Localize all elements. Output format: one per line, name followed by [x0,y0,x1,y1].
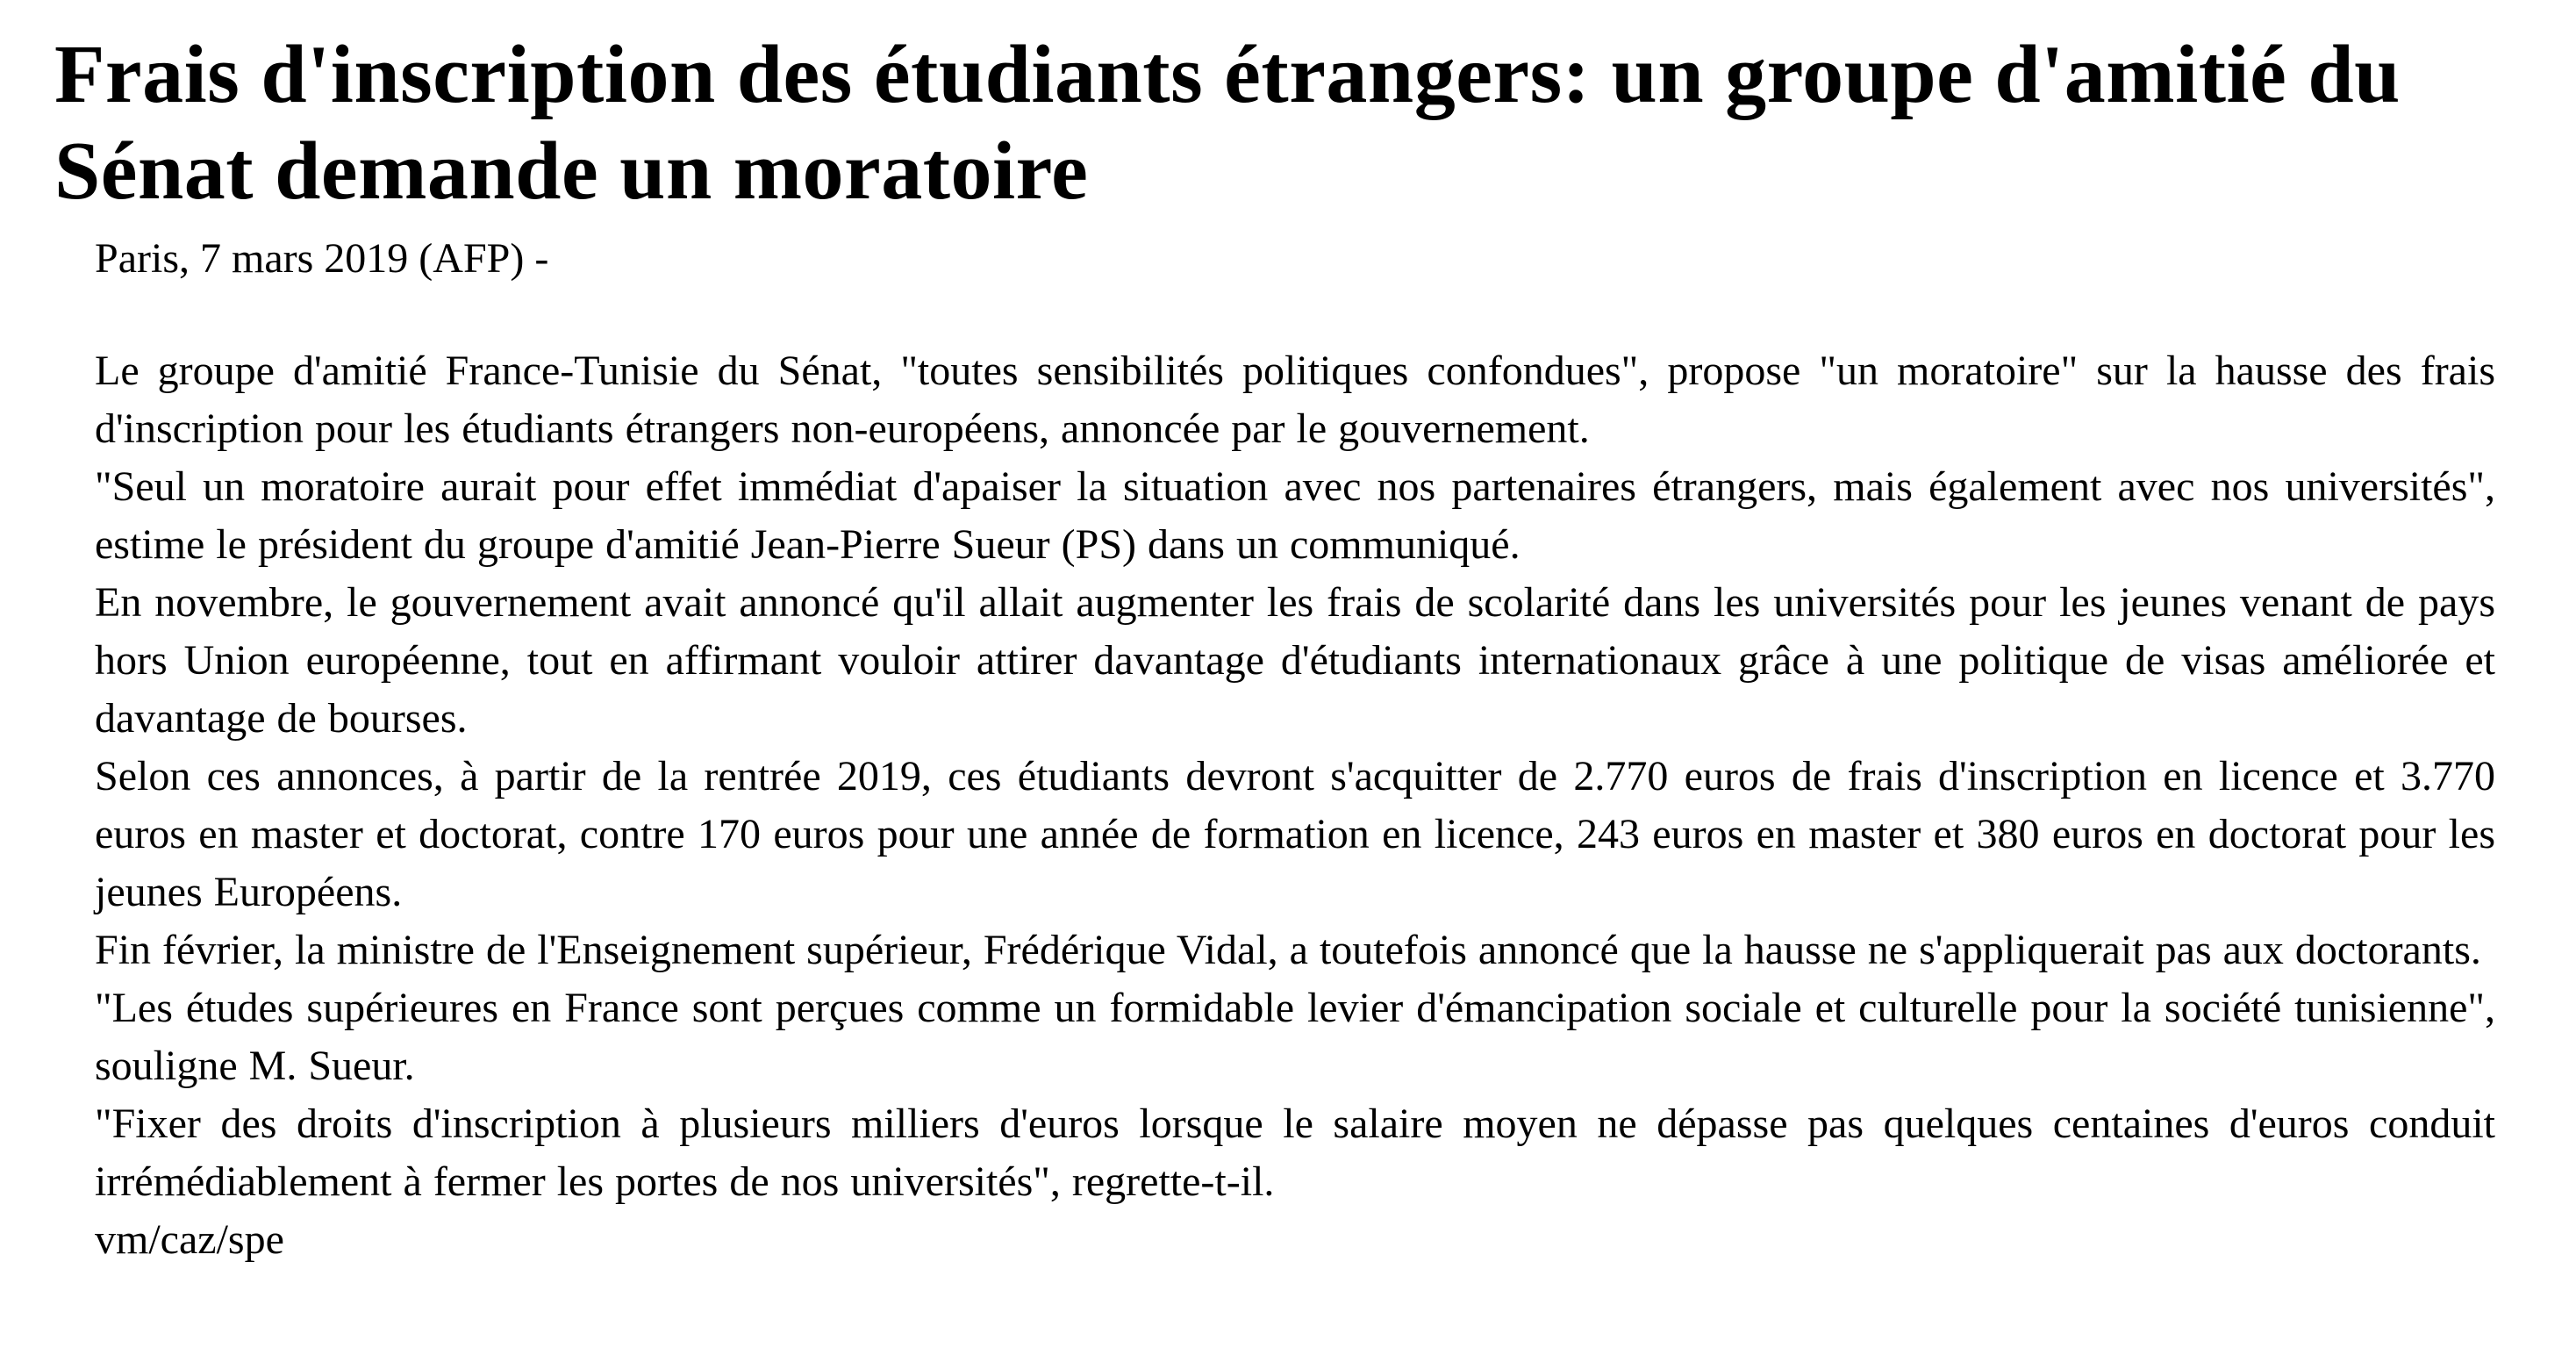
body-paragraph: Le groupe d'amitié France-Tunisie du Sénat, "toutes sensibilités politiques confondues", propose "un moratoire" sur la hausse des frais d'inscription pour les étudiants étrangers non-européens, annoncée par le gouvernement. [95,348,2495,452]
body-paragraph: "Seul un moratoire aurait pour effet immédiat d'apaiser la situation avec nos partenaires étrangers, mais également avec nos universités", estime le président du groupe d'amitié Jean-Pierre Sueur (PS) dans un communiqué. [95,463,2495,568]
article-title: Frais d'inscription des étudiants étrangers: un groupe d'amitié du Sénat demande un moratoire [54,29,2401,217]
article-body [95,342,2495,1269]
body-paragraph: "Fixer des droits d'inscription à plusieurs milliers d'euros lorsque le salaire moyen ne dépasse pas quelques centaines d'euros conduit irrémédiablement à fermer les portes de nos universités", regrette-t-il. [95,1100,2495,1205]
body-paragraph: Selon ces annonces, à partir de la rentrée 2019, ces étudiants devront s'acquitter de 2.770 euros de frais d'inscription en licence et 3.770 euros en master et doctorat, contre 170 euros pour une année de formation en licence, 243 euros en master et 380 euros en doctorat pour les jeunes Européens. [95,753,2495,915]
author-initials: vm/caz/spe [95,1216,284,1263]
body-paragraph: "Les études supérieures en France sont perçues comme un formidable levier d'émancipation sociale et culturelle pour la société tunisienne", souligne M. Sueur. [95,985,2495,1089]
article-dateline: Paris, 7 mars 2019 (AFP) - [95,235,549,282]
body-paragraph: En novembre, le gouvernement avait annoncé qu'il allait augmenter les frais de scolarité dans les universités pour les jeunes venant de pays hors Union européenne, tout en affirmant vouloir attirer davantage d'étudiants internationaux grâce à une politique de visas améliorée et davantage de bourses. [95,579,2495,742]
body-paragraph: Fin février, la ministre de l'Enseignement supérieur, Frédérique Vidal, a toutefois annoncé que la hausse ne s'appliquerait pas aux doctorants. [95,927,2481,973]
